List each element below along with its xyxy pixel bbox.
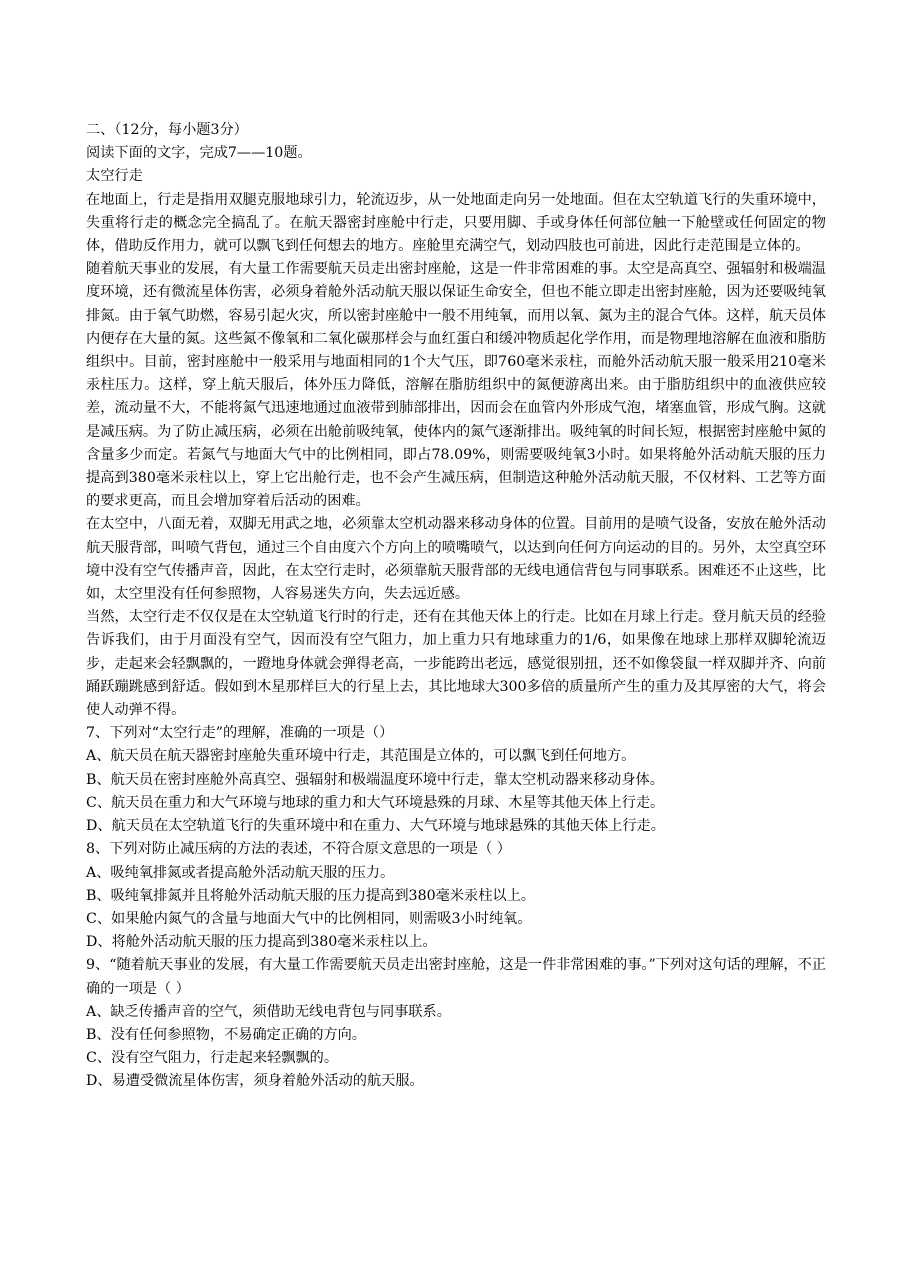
passage-paragraph: 当然，太空行走不仅仅是在太空轨道飞行时的行走，还有在其他天体上的行走。比如在月球上行走。登月航天员的经验告诉我们，由于月面没有空气，因而没有空气阻力，加上重力只有地球重力的1/6，如果像在地球上那样双脚轮流迈步，走起来会轻飘飘的，一蹬地身体就会弹得老高，一步能跨出老远，感觉很别扭，还不如像袋鼠一样双脚并齐、向前踊跃蹦跳感到舒适。假如到木星那样巨大的行星上去，其比地球大300多倍的质量所产生的重力及其厚密的大气，将会使人动弹不得。 bbox=[86, 609, 826, 719]
question-option: D、易遭受微流星体伤害，须身着舱外活动的航天服。 bbox=[86, 1073, 424, 1090]
question-option: C、如果舱内氮气的含量与地面大气中的比例相同，则需吸3小时纯氧。 bbox=[86, 910, 532, 927]
passage-paragraph: 在太空中，八面无着，双脚无用武之地，必须靠太空机动器来移动身体的位置。目前用的是喷气设备，安放在舱外活动航天服背部，叫喷气背包，通过三个自由度六个方向上的喷嘴喷气，以达到向任何方向运动的目的。另外，太空真空环境中没有空气传播声音，因此，在太空行走时，必须靠航天服背部的无线电通信背包与同事联系。困难还不止这些，比如，太空里没有任何参照物，人容易迷失方向，失去远近感。 bbox=[86, 516, 826, 603]
question-option: A、航天员在航天器密封座舱失重环境中行走，其范围是立体的，可以飘飞到任何地方。 bbox=[86, 748, 636, 765]
question-option: C、航天员在重力和大气环境与地球的重力和大气环境悬殊的月球、木星等其他天体上行走。 bbox=[86, 794, 665, 811]
passage-paragraph: 随着航天事业的发展，有大量工作需要航天员走出密封座舱，这是一件非常困难的事。太空是高真空、强辐射和极端温度环境，还有微流星体伤害，必须身着舱外活动航天服以保证生命安全，但也不能立即走出密封座舱，因为还要吸纯氧排氮。由于氧气助燃，容易引起火灾，所以密封座舱中一般不用纯氧，而用以氧、氮为主的混合气体。这样，航天员体内便存在大量的氮。这些氮不像氧和二氧化碳那样会与血红蛋白和缓冲物质起化学作用，而是物理地溶解在血液和脂肪组织中。目前，密封座舱中一般采用与地面相同的1个大气压，即760毫米汞柱，而舱外活动航天服一般采用210毫米汞柱压力。这样，穿上航天服后，体外压力降低，溶解在脂肪组织中的氮便游离出来。由于脂肪组织中的血液供应较差，流动量不大，不能将氮气迅速地通过血液带到肺部排出，因而会在血管内外形成气泡，堵塞血管，形成气胸。这就是减压病。为了防止减压病，必须在出舱前吸纯氧，使体内的氮气逐渐排出。吸纯氧的时间长短，根据密封座舱中氮的含量多少而定。若氮气与地面大气中的比例相同，即占78.09%，则需要吸纯氧3小时。如果将舱外活动航天服的压力提高到380毫米汞柱以上，穿上它出舱行走，也不会产生减压病，但制造这种舱外活动航天服，不仅材料、工艺等方面的要求更高，而且会增加穿着后活动的困难。 bbox=[86, 261, 826, 510]
question-option: D、将舱外活动航天服的压力提高到380毫米汞柱以上。 bbox=[86, 934, 437, 951]
exam-page bbox=[86, 119, 826, 1094]
question-option: B、吸纯氧排氮并且将舱外活动航天服的压力提高到380毫米汞柱以上。 bbox=[86, 887, 535, 904]
question-stem: 9、“随着航天事业的发展，有大量工作需要航天员走出密封座舱，这是一件非常困难的事。”下列对这句话的理解，不正确的一项是（ ） bbox=[86, 957, 826, 997]
question-option: A、吸纯氧排氮或者提高舱外活动航天服的压力。 bbox=[86, 864, 395, 881]
passage-title: 太空行走 bbox=[86, 168, 143, 185]
question-option: D、航天员在太空轨道飞行的失重环境中和在重力、大气环境与地球悬殊的其他天体上行走。 bbox=[86, 818, 665, 835]
question-option: A、缺乏传播声音的空气，须借助无线电背包与同事联系。 bbox=[86, 1003, 451, 1020]
section-heading: 二、（12分，每小题3分） bbox=[86, 122, 248, 138]
passage-paragraph: 在地面上，行走是指用双腿克服地球引力，轮流迈步，从一处地面走向另一处地面。但在太空轨道飞行的失重环境中，失重将行走的概念完全搞乱了。在航天器密封座舱中行走，只要用脚、手或身体任何部位触一下舱壁或任何固定的物体，借助反作用力，就可以飘飞到任何想去的地方。座舱里充满空气，划动四肢也可前进，因此行走范围是立体的。 bbox=[86, 191, 826, 255]
section-instruction: 阅读下面的文字，完成7——10题。 bbox=[86, 145, 312, 162]
question-option: C、没有空气阻力，行走起来轻飘飘的。 bbox=[86, 1050, 339, 1067]
question-option: B、航天员在密封座舱外高真空、强辐射和极端温度环境中行走，靠太空机动器来移动身体。 bbox=[86, 771, 664, 788]
question-stem: 7、下列对“太空行走”的理解，准确的一项是（） bbox=[86, 725, 394, 742]
question-option: B、没有任何参照物，不易确定正确的方向。 bbox=[86, 1026, 366, 1043]
question-stem: 8、下列对防止减压病的方法的表述，不符合原文意思的一项是（ ） bbox=[86, 841, 511, 858]
